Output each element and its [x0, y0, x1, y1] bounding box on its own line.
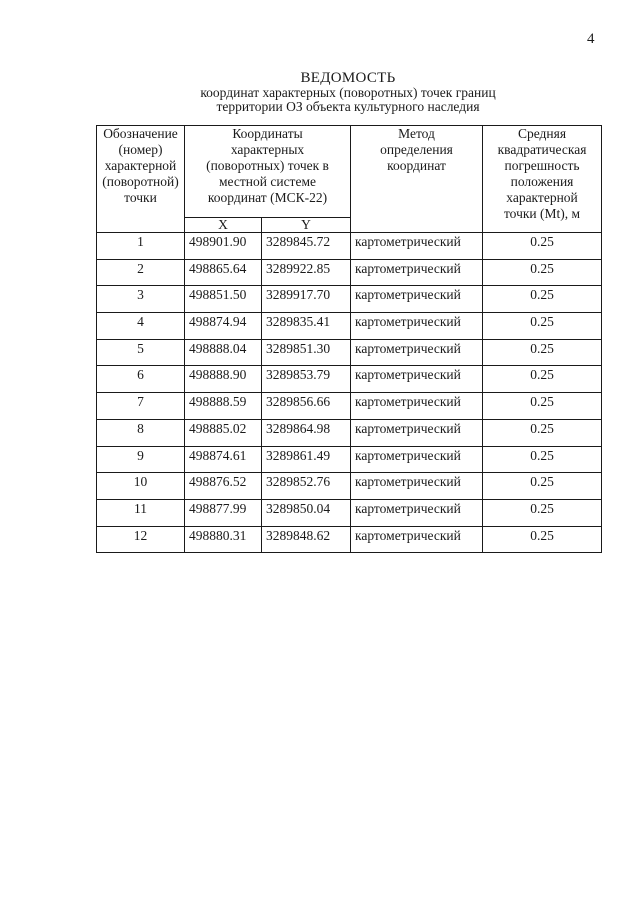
point-number-cell: 2	[97, 259, 185, 286]
header-y: Y	[262, 218, 351, 233]
error-cell: 0.25	[483, 366, 602, 393]
table-row	[97, 286, 602, 313]
method-cell: картометрический	[351, 419, 483, 446]
error-cell: 0.25	[483, 393, 602, 420]
x-coordinate-cell: 498874.94	[185, 313, 262, 340]
table-row	[97, 419, 602, 446]
method-cell: картометрический	[351, 393, 483, 420]
y-coordinate-cell: 3289861.49	[262, 446, 351, 473]
header-coordinates-line: координат (МСК-22)	[207, 190, 328, 205]
error-cell: 0.25	[483, 286, 602, 313]
error-cell: 0.25	[483, 233, 602, 260]
y-coordinate-cell: 3289917.70	[262, 286, 351, 313]
point-number-cell: 10	[97, 473, 185, 500]
x-coordinate-cell: 498851.50	[185, 286, 262, 313]
point-number-cell: 9	[97, 446, 185, 473]
point-number-cell: 7	[97, 393, 185, 420]
header-point-id-line: точки	[124, 190, 157, 205]
error-cell: 0.25	[483, 259, 602, 286]
header-point-id-line: (номер)	[118, 142, 163, 157]
method-cell: картометрический	[351, 233, 483, 260]
method-cell: картометрический	[351, 366, 483, 393]
x-coordinate-cell: 498901.90	[185, 233, 262, 260]
page-number: 4	[587, 31, 595, 47]
header-error-line: погрешность	[504, 158, 580, 173]
header-error-line: квадратическая	[497, 142, 587, 157]
header-error	[483, 126, 602, 233]
header-method-line: определения	[380, 142, 453, 157]
error-cell: 0.25	[483, 339, 602, 366]
coordinates-table	[96, 125, 602, 553]
table-row	[97, 446, 602, 473]
method-cell: картометрический	[351, 259, 483, 286]
header-coordinates-line: Координаты	[232, 126, 303, 141]
table-row	[97, 499, 602, 526]
point-number-cell: 6	[97, 366, 185, 393]
header-point-id-line: Обозначение	[103, 126, 178, 141]
y-coordinate-cell: 3289835.41	[262, 313, 351, 340]
x-coordinate-cell: 498888.90	[185, 366, 262, 393]
table-row	[97, 393, 602, 420]
method-cell: картометрический	[351, 473, 483, 500]
error-cell: 0.25	[483, 473, 602, 500]
x-coordinate-cell: 498876.52	[185, 473, 262, 500]
document-heading	[96, 71, 600, 114]
point-number-cell: 12	[97, 526, 185, 553]
y-coordinate-cell: 3289852.76	[262, 473, 351, 500]
y-coordinate-cell: 3289856.66	[262, 393, 351, 420]
table-row	[97, 473, 602, 500]
document-title: ВЕДОМОСТЬ	[300, 70, 396, 86]
point-number-cell: 8	[97, 419, 185, 446]
method-cell: картометрический	[351, 526, 483, 553]
table-row	[97, 366, 602, 393]
error-cell: 0.25	[483, 499, 602, 526]
header-method-line: Метод	[398, 126, 435, 141]
y-coordinate-cell: 3289851.30	[262, 339, 351, 366]
table-row	[97, 233, 602, 260]
method-cell: картометрический	[351, 313, 483, 340]
y-coordinate-cell: 3289848.62	[262, 526, 351, 553]
error-cell: 0.25	[483, 526, 602, 553]
x-coordinate-cell: 498880.31	[185, 526, 262, 553]
y-coordinate-cell: 3289850.04	[262, 499, 351, 526]
header-method	[351, 126, 483, 233]
error-cell: 0.25	[483, 446, 602, 473]
table-row	[97, 339, 602, 366]
x-coordinate-cell: 498877.99	[185, 499, 262, 526]
header-point-id-line: характерной	[104, 158, 177, 173]
x-coordinate-cell: 498888.04	[185, 339, 262, 366]
table-row	[97, 259, 602, 286]
coordinates-table-body	[97, 233, 602, 553]
point-number-cell: 4	[97, 313, 185, 340]
document-subtitle-line-2: территории ОЗ объекта культурного наследия	[216, 99, 480, 114]
header-coordinates	[185, 126, 351, 218]
method-cell: картометрический	[351, 446, 483, 473]
header-coordinates-line: характерных	[230, 142, 305, 157]
header-error-line: положения	[510, 174, 574, 189]
y-coordinate-cell: 3289853.79	[262, 366, 351, 393]
header-x: X	[185, 218, 262, 233]
x-coordinate-cell: 498874.61	[185, 446, 262, 473]
point-number-cell: 1	[97, 233, 185, 260]
x-coordinate-cell: 498888.59	[185, 393, 262, 420]
header-error-line: Средняя	[517, 126, 567, 141]
table-row	[97, 526, 602, 553]
table-row	[97, 313, 602, 340]
error-cell: 0.25	[483, 313, 602, 340]
point-number-cell: 11	[97, 499, 185, 526]
y-coordinate-cell: 3289864.98	[262, 419, 351, 446]
point-number-cell: 3	[97, 286, 185, 313]
header-point-id-line: (поворотной)	[102, 174, 179, 189]
point-number-cell: 5	[97, 339, 185, 366]
method-cell: картометрический	[351, 339, 483, 366]
y-coordinate-cell: 3289845.72	[262, 233, 351, 260]
method-cell: картометрический	[351, 499, 483, 526]
header-coordinates-line: местной системе	[219, 174, 316, 189]
header-error-line: характерной	[506, 190, 578, 205]
header-point-id	[97, 126, 185, 233]
x-coordinate-cell: 498885.02	[185, 419, 262, 446]
x-coordinate-cell: 498865.64	[185, 259, 262, 286]
error-cell: 0.25	[483, 419, 602, 446]
document-subtitle-line-1: координат характерных (поворотных) точек границ	[200, 85, 496, 100]
header-error-line: точки (Mt), м	[503, 206, 581, 221]
y-coordinate-cell: 3289922.85	[262, 259, 351, 286]
header-coordinates-line: (поворотных) точек в	[206, 158, 329, 173]
header-method-line: координат	[387, 158, 446, 173]
method-cell: картометрический	[351, 286, 483, 313]
